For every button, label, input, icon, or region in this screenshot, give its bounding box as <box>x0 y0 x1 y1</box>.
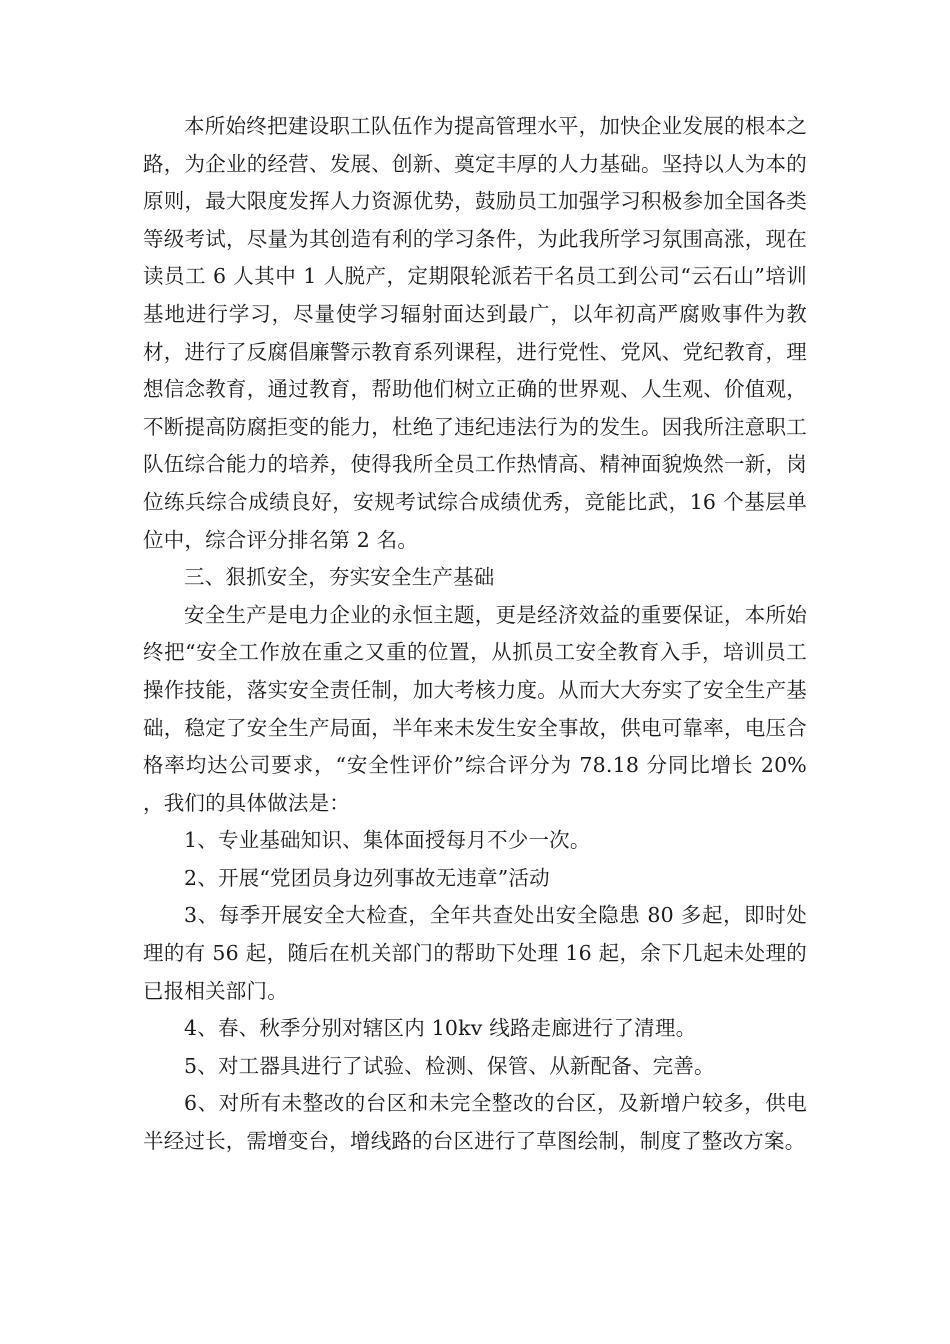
list-item-2: 2、开展“党团员身边列事故无违章”活动 <box>184 865 550 890</box>
list-item-5: 5、对工器具进行了试验、检测、保管、从新配备、完善。 <box>184 1053 715 1078</box>
paragraph-staff-training: 本所始终把建设职工队伍作为提高管理水平，加快企业发展的根本之路，为企业的经营、发展、创新、奠定丰厚的人力基础。坚持以人为本的原则，最大限度发挥人力资源优势，鼓励员工加强学习积极参加全国各类等级考试，尽量为其创造有利的学习条件，为此我所学习氛围高涨，现在读员工 6 人其中 1 人脱产，定期限轮派若干名员工到公司“云石山”培训基地进行学习，尽量使学习辐射面达到最广，以年初高严腐败事件为教材，进行了反腐倡廉警示教育系列课程，进行党性、党风、党纪教育，理想信念教育，通过教育，帮助他们树立正确的世界观、人生观、价值观，不断提高防腐拒变的能力，杜绝了违纪违法行为的发生。因我所注意职工队伍综合能力的培养，使得我所全员工作热情高、精神面貌焕然一新，岗位练兵综合成绩良好，安规考试综合成绩优秀，竞能比武，16 个基层单位中，综合评分排名第 2 名。 <box>143 114 807 552</box>
paragraph-safety-production: 安全生产是电力企业的永恒主题，更是经济效益的重要保证，本所始终把“安全工作放在重之又重的位置，从抓员工安全教育入手，培训员工操作技能，落实安全责任制，加大考核力度。从而大大夯实了安全生产基础，稳定了安全生产局面，半年来未发生安全事故，供电可靠率，电压合格率均达公司要求，“安全性评价”综合评分为 78.18 分同比增长 20% ，我们的具体做法是： <box>143 602 807 815</box>
list-item-3: 3、每季开展安全大检查，全年共查处出安全隐患 80 多起，即时处理的有 56 起，随后在机关部门的帮助下处理 16 起，余下几起未处理的已报相关部门。 <box>143 903 807 1003</box>
list-item-6: 6、对所有未整改的台区和未完全整改的台区，及新增户较多，供电半经过长，需增变台，增线路的台区进行了草图绘制，制度了整改方案。 <box>143 1091 807 1154</box>
document-body <box>143 108 807 1161</box>
list-item-4: 4、春、秋季分别对辖区内 10kv 线路走廊进行了清理。 <box>184 1016 697 1041</box>
section-heading-safety: 三、狠抓安全，夯实安全生产基础 <box>184 565 495 590</box>
list-item-1: 1、专业基础知识、集体面授每月不少一次。 <box>184 828 591 853</box>
